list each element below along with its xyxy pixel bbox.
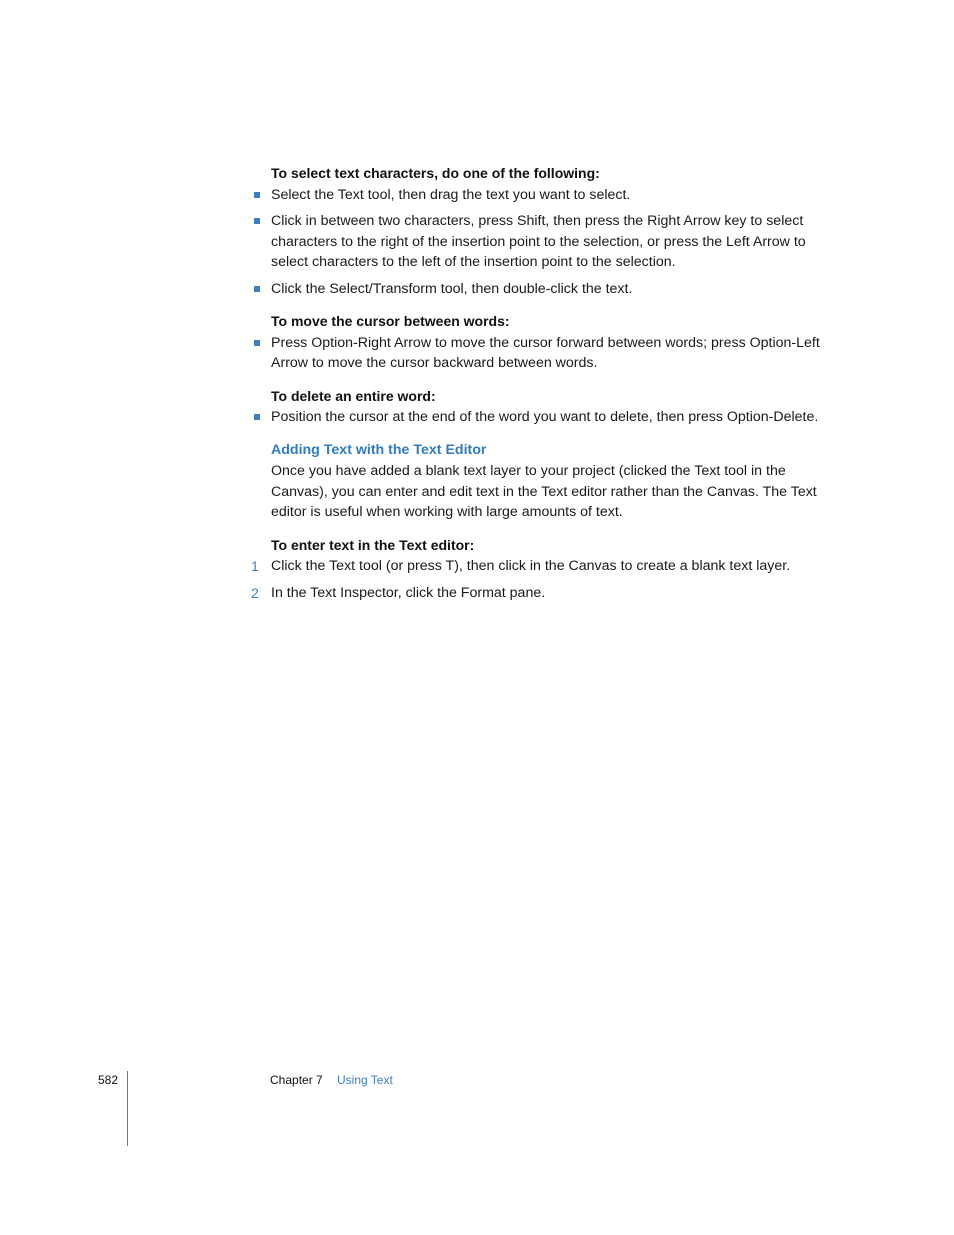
square-bullet-icon xyxy=(254,340,260,346)
list-item xyxy=(271,279,827,300)
section-delete-word xyxy=(271,386,827,428)
footer-chapter-title: Using Text xyxy=(337,1073,393,1087)
square-bullet-icon xyxy=(254,414,260,420)
bullet-list xyxy=(271,185,827,300)
list-item-text: Click the Select/Transform tool, then double-click the text. xyxy=(271,280,633,297)
bullet-list xyxy=(271,407,827,428)
subsection-paragraph: Once you have added a blank text layer to your project (clicked the Text tool in the Canvas), you can enter and edit text in the Text editor rather than the Canvas. The Text editor is useful when working with large amounts of text. xyxy=(271,463,817,520)
list-item xyxy=(271,333,827,374)
step-text: In the Text Inspector, click the Format pane. xyxy=(271,584,546,601)
section-move-cursor xyxy=(271,311,827,374)
list-item xyxy=(271,407,827,428)
section-lead: To move the cursor between words: xyxy=(271,313,510,329)
list-item-text: Select the Text tool, then drag the text you want to select. xyxy=(271,186,631,203)
footer-chapter-label: Chapter 7 xyxy=(270,1073,323,1087)
step-number: 1 xyxy=(251,558,259,574)
section-select-characters xyxy=(271,163,827,299)
footer-divider xyxy=(127,1071,128,1146)
list-item xyxy=(271,211,827,273)
section-lead: To delete an entire word: xyxy=(271,387,436,404)
section-lead: To enter text in the Text editor: xyxy=(271,536,475,553)
subsection-heading: Adding Text with the Text Editor xyxy=(271,441,487,458)
square-bullet-icon xyxy=(254,286,260,292)
list-item-text: Position the cursor at the end of the word you want to delete, then press Option-Delete. xyxy=(271,409,819,425)
step-number: 2 xyxy=(251,584,259,601)
square-bullet-icon xyxy=(254,192,260,198)
step-text: Click the Text tool (or press T), then click in the Canvas to create a blank text layer. xyxy=(271,558,791,574)
square-bullet-icon xyxy=(254,218,260,224)
list-item-text: Press Option-Right Arrow to move the cursor forward between words; press Option-Left Arrow to move the cursor backward between words. xyxy=(271,334,820,371)
bullet-list xyxy=(271,333,827,374)
page-content xyxy=(251,163,827,615)
list-item-text: Click in between two characters, press Shift, then press the Right Arrow key to select characters to the right of the insertion point to the selection, or press the Left Arrow to select characters to the left of the insertion point to the selection. xyxy=(271,213,806,270)
numbered-steps xyxy=(251,556,827,603)
step-item xyxy=(251,556,827,577)
section-text-editor xyxy=(251,440,827,604)
list-item xyxy=(271,185,827,206)
section-lead: To select text characters, do one of the following: xyxy=(271,165,600,181)
page-number: 582 xyxy=(98,1073,119,1087)
step-item xyxy=(251,583,827,604)
